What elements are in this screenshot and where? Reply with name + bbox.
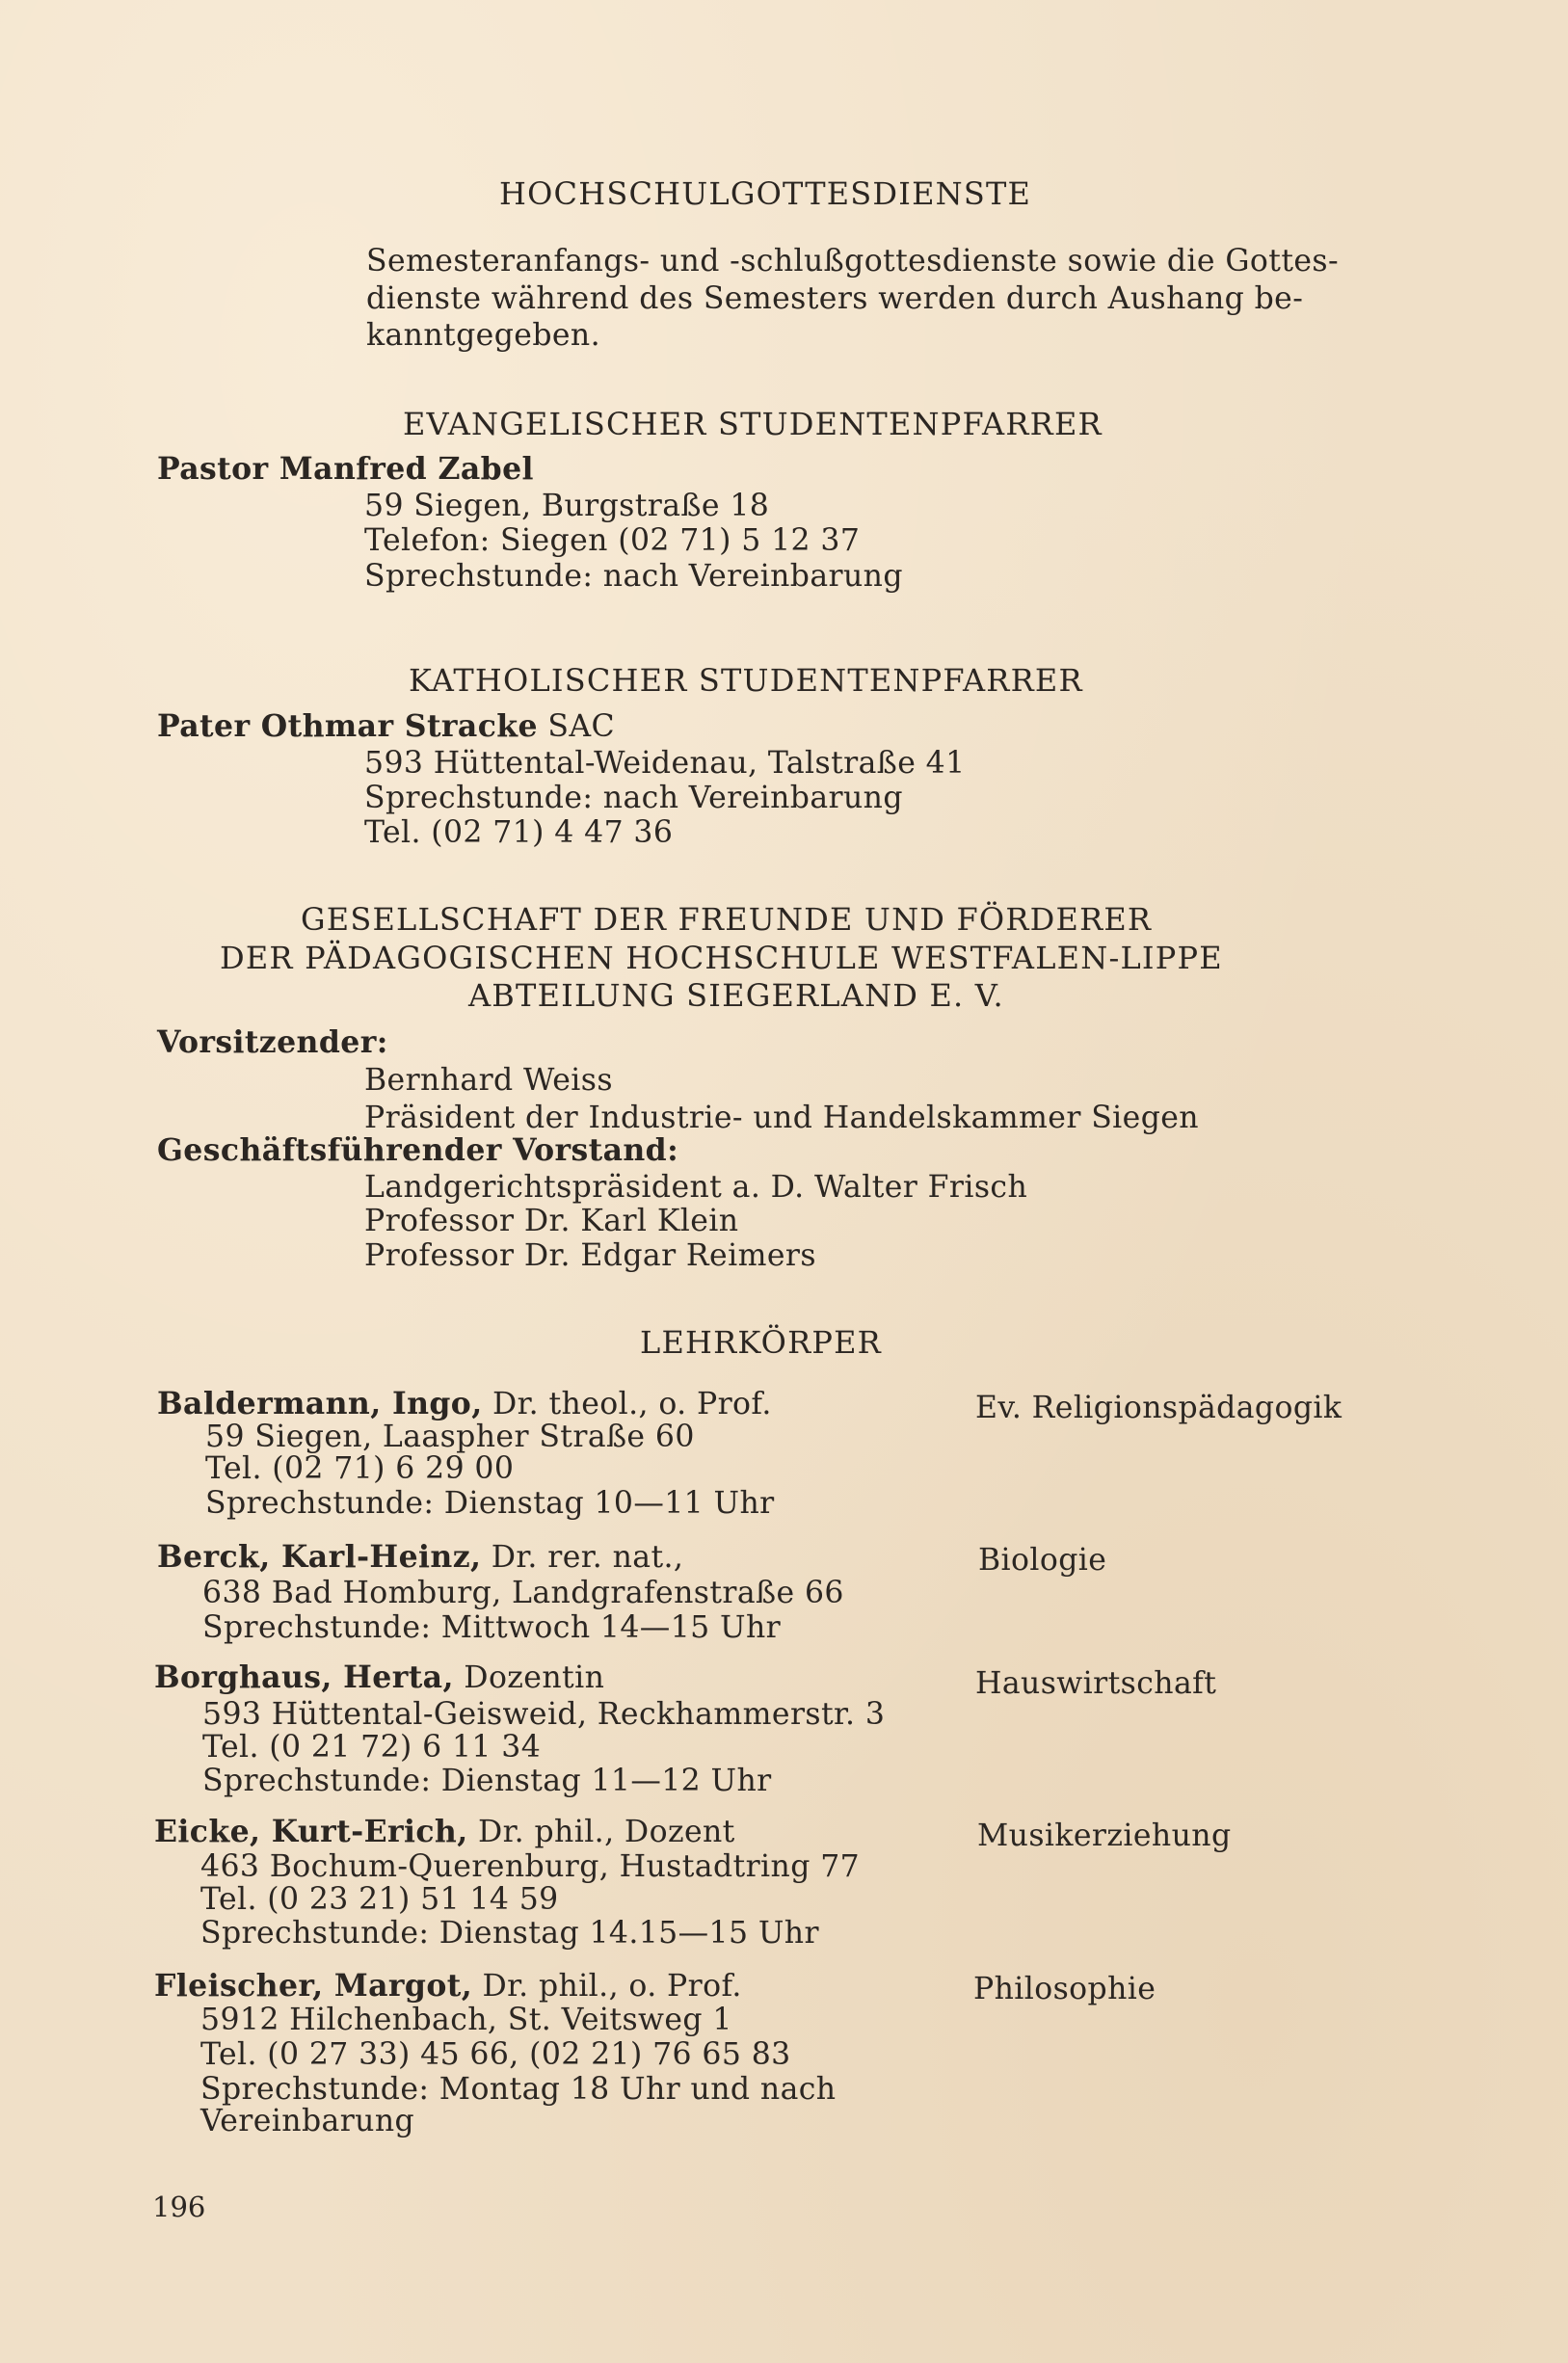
faculty-detail: Sprechstunde: Dienstag 11—12 Uhr [202,1764,772,1798]
faculty-detail: Sprechstunde: Dienstag 14.15—15 Uhr [200,1916,819,1951]
section-title-hochschulgottesdienste: HOCHSCHULGOTTESDIENSTE [499,175,1032,212]
faculty-name: Fleischer, Margot, [154,1968,473,2004]
faculty-name-line [154,1659,605,1695]
pastor-name: Pastor Manfred Zabel [157,451,534,487]
faculty-detail: Sprechstunde: Dienstag 10—11 Uhr [205,1486,775,1521]
faculty-name: Baldermann, Ingo, [157,1386,483,1421]
faculty-subject: Ev. Religionspädagogik [975,1391,1342,1425]
faculty-detail: Vereinbarung [200,2104,415,2138]
faculty-title: Dr. rer. nat., [481,1540,684,1575]
address-line: 59 Siegen, Burgstraße 18 [364,489,770,523]
faculty-title: Dr. theol., o. Prof. [482,1387,772,1421]
faculty-detail: 5912 Hilchenbach, St. Veitsweg 1 [200,2003,732,2037]
faculty-title: Dr. phil., o. Prof. [472,1969,742,2004]
faculty-title: Dr. phil., Dozent [467,1815,735,1849]
faculty-detail: Sprechstunde: Mittwoch 14—15 Uhr [202,1610,782,1645]
board-member: Professor Dr. Karl Klein [364,1204,739,1238]
faculty-name-line [154,1814,735,1849]
section-title-gesellschaft-line-2: DER PÄDAGOGISCHEN HOCHSCHULE WESTFALEN-LIPPE [220,940,1223,976]
faculty-detail: 638 Bad Homburg, Landgrafenstraße 66 [202,1576,844,1610]
office-hours-line: Sprechstunde: nach Vereinbarung [364,559,903,594]
board-label: Geschäftsführender Vorstand: [157,1132,679,1168]
faculty-subject: Musikerziehung [977,1819,1232,1853]
faculty-name-line [157,1539,684,1575]
faculty-detail: 59 Siegen, Laaspher Straße 60 [205,1420,695,1454]
paragraph-line: kanntgegeben. [366,318,601,353]
board-member: Landgerichtspräsident a. D. Walter Frisch [364,1170,1028,1205]
faculty-detail: Sprechstunde: Montag 18 Uhr und nach [200,2072,837,2107]
chair-name: Bernhard Weiss [364,1063,613,1098]
section-title-gesellschaft-line-1: GESELLSCHAFT DER FREUNDE UND FÖRDERER [301,901,1153,938]
faculty-subject: Philosophie [973,1972,1156,2006]
paragraph-line: dienste während des Semesters werden durch Aushang be- [366,281,1304,316]
section-title-katholisch: KATHOLISCHER STUDENTENPFARRER [409,662,1083,699]
faculty-detail: Tel. (02 71) 6 29 00 [205,1451,515,1486]
faculty-name-line [157,1386,772,1421]
faculty-name: Borghaus, Herta, [154,1659,454,1695]
faculty-detail: 463 Bochum-Querenburg, Hustadtring 77 [200,1849,861,1884]
section-title-lehrkoerper: LEHRKÖRPER [640,1324,882,1361]
faculty-detail: 593 Hüttental-Geisweid, Reckhammerstr. 3 [202,1697,886,1732]
pater-name-suffix: SAC [537,709,615,744]
faculty-detail: Tel. (0 27 33) 45 66, (02 21) 76 65 83 [200,2037,791,2072]
faculty-subject: Hauswirtschaft [975,1666,1217,1701]
pater-name [157,708,615,744]
phone-line: Telefon: Siegen (02 71) 5 12 37 [364,523,861,558]
board-member: Professor Dr. Edgar Reimers [364,1238,816,1273]
faculty-name: Eicke, Kurt-Erich, [154,1814,468,1849]
section-title-gesellschaft-line-3: ABTEILUNG SIEGERLAND E. V. [468,977,1004,1014]
faculty-name-line [154,1968,742,2004]
faculty-subject: Biologie [978,1543,1107,1578]
faculty-title: Dozentin [453,1660,605,1695]
faculty-detail: Tel. (0 23 21) 51 14 59 [200,1882,559,1917]
address-line: 593 Hüttental-Weidenau, Talstraße 41 [364,746,966,781]
office-hours-line: Sprechstunde: nach Vereinbarung [364,781,903,815]
faculty-detail: Tel. (0 21 72) 6 11 34 [202,1730,542,1765]
faculty-name: Berck, Karl-Heinz, [157,1539,482,1575]
chair-position: Präsident der Industrie- und Handelskammer Siegen [364,1101,1199,1135]
chair-label: Vorsitzender: [157,1024,388,1060]
phone-line: Tel. (02 71) 4 47 36 [364,815,674,850]
pater-name-bold: Pater Othmar Stracke [157,708,538,744]
page-number: 196 [152,2190,206,2223]
section-title-evangelisch: EVANGELISCHER STUDENTENPFARRER [403,406,1103,442]
paragraph-line: Semesteranfangs- und -schlußgottesdienste sowie die Gottes- [366,244,1340,279]
